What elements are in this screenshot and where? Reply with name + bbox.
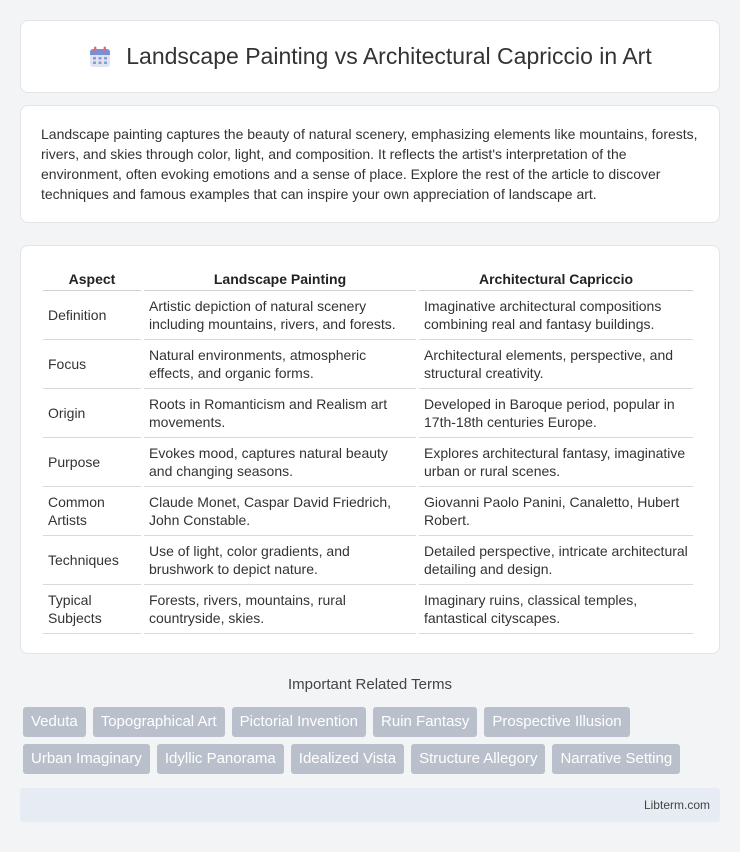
- cell-aspect: Origin: [43, 389, 141, 438]
- tag-row: [23, 707, 723, 737]
- page-title: Landscape Painting vs Architectural Capriccio in Art: [126, 43, 652, 69]
- cell-landscape: Use of light, color gradients, and brushwork to depict nature.: [144, 536, 416, 585]
- cell-capriccio: Imaginary ruins, classical temples, fantastical cityscapes.: [419, 585, 693, 634]
- cell-landscape: Forests, rivers, mountains, rural countryside, skies.: [144, 585, 416, 634]
- table-row: [43, 291, 693, 340]
- cell-landscape: Artistic depiction of natural scenery including mountains, rivers, and forests.: [144, 291, 416, 340]
- cell-landscape: Evokes mood, captures natural beauty and changing seasons.: [144, 438, 416, 487]
- tag-narrative-setting[interactable]: Narrative Setting: [552, 744, 680, 774]
- intro-text: Landscape painting captures the beauty of natural scenery, emphasizing elements like mountains, forests, rivers, and skies through color, light, and composition. It reflects the artist's interpretation of the environment, often evoking emotions and a sense of place. Explore the rest of the article to discover techniques and famous examples that can inspire your own appreciation of landscape art.: [41, 126, 698, 202]
- tag-structure-allegory[interactable]: Structure Allegory: [411, 744, 545, 774]
- cell-capriccio: Imaginative architectural compositions combining real and fantasy buildings.: [419, 291, 693, 340]
- tag-prospective-illusion[interactable]: Prospective Illusion: [484, 707, 629, 737]
- cell-aspect: Techniques: [43, 536, 141, 585]
- comparison-table: [40, 264, 696, 634]
- calendar-icon: [88, 45, 112, 69]
- tag-pictorial-invention[interactable]: Pictorial Invention: [232, 707, 366, 737]
- tag-ruin-fantasy[interactable]: Ruin Fantasy: [373, 707, 477, 737]
- comparison-card: [20, 245, 720, 654]
- related-terms-title: Important Related Terms: [288, 676, 452, 693]
- table-row: [43, 585, 693, 634]
- cell-capriccio: Architectural elements, perspective, and structural creativity.: [419, 340, 693, 389]
- tag-row: [23, 744, 723, 774]
- cell-aspect: Typical Subjects: [43, 585, 141, 634]
- table-row: [43, 438, 693, 487]
- related-terms: [23, 707, 723, 781]
- table-header-row: [43, 264, 693, 291]
- tag-idyllic-panorama[interactable]: Idyllic Panorama: [157, 744, 284, 774]
- cell-capriccio: Giovanni Paolo Panini, Canaletto, Hubert Robert.: [419, 487, 693, 536]
- tag-veduta[interactable]: Veduta: [23, 707, 86, 737]
- tag-urban-imaginary[interactable]: Urban Imaginary: [23, 744, 150, 774]
- title-card: [20, 20, 720, 93]
- header-landscape: Landscape Painting: [144, 264, 416, 291]
- header-aspect: Aspect: [43, 264, 141, 291]
- intro-card: [20, 105, 720, 223]
- tag-idealized-vista[interactable]: Idealized Vista: [291, 744, 404, 774]
- cell-aspect: Focus: [43, 340, 141, 389]
- cell-capriccio: Explores architectural fantasy, imaginative urban or rural scenes.: [419, 438, 693, 487]
- cell-landscape: Claude Monet, Caspar David Friedrich, John Constable.: [144, 487, 416, 536]
- cell-capriccio: Developed in Baroque period, popular in 17th-18th centuries Europe.: [419, 389, 693, 438]
- cell-landscape: Roots in Romanticism and Realism art movements.: [144, 389, 416, 438]
- cell-capriccio: Detailed perspective, intricate architectural detailing and design.: [419, 536, 693, 585]
- table-row: [43, 487, 693, 536]
- footer-brand-link[interactable]: Libterm.com: [643, 798, 710, 812]
- cell-aspect: Definition: [43, 291, 141, 340]
- cell-aspect: Purpose: [43, 438, 141, 487]
- table-row: [43, 340, 693, 389]
- header-capriccio: Architectural Capriccio: [419, 264, 693, 291]
- table-row: [43, 536, 693, 585]
- tag-topographical-art[interactable]: Topographical Art: [93, 707, 225, 737]
- footer: [20, 788, 720, 822]
- cell-landscape: Natural environments, atmospheric effects, and organic forms.: [144, 340, 416, 389]
- table-row: [43, 389, 693, 438]
- cell-aspect: Common Artists: [43, 487, 141, 536]
